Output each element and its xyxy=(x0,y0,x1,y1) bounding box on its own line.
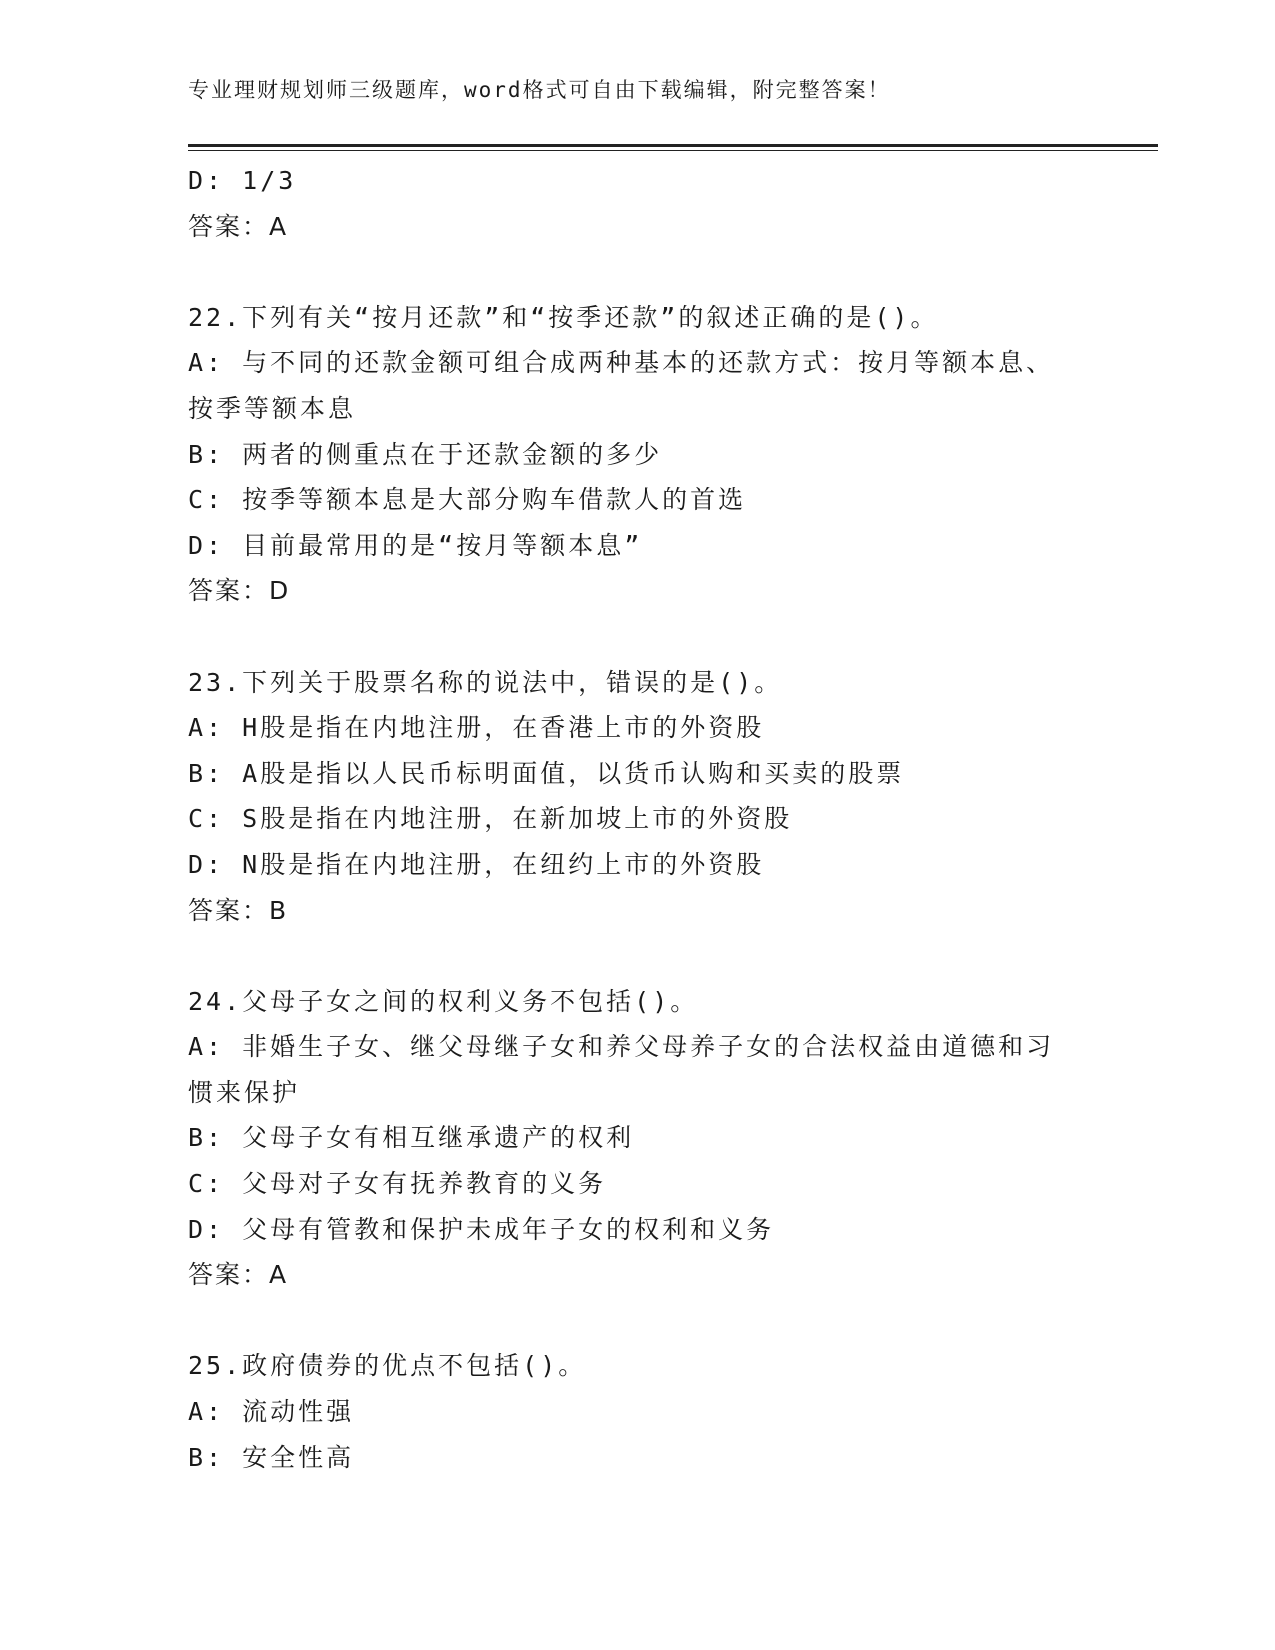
option-a: A: H股是指在内地注册，在香港上市的外资股 xyxy=(188,713,765,743)
option-a: A: 流动性强 xyxy=(188,1397,355,1427)
option-b: B: A股是指以人民币标明面值，以货币认购和买卖的股票 xyxy=(188,758,905,788)
spacer xyxy=(188,614,1088,660)
option-a: A: 与不同的还款金额可组合成两种基本的还款方式：按月等额本息、 xyxy=(188,348,1055,378)
spacer xyxy=(188,249,1088,295)
question-stem: 22.下列有关“按月还款”和“按季还款”的叙述正确的是()。 xyxy=(188,302,939,332)
question-25 xyxy=(188,1343,1088,1480)
page-header: 专业理财规划师三级题库，word格式可自由下载编辑，附完整答案！ xyxy=(188,78,891,102)
question-23 xyxy=(188,660,1088,934)
option-d: D: 父母有管教和保护未成年子女的权利和义务 xyxy=(188,1214,775,1244)
option-a: A: 非婚生子女、继父母继子女和养父母养子女的合法权益由道德和习 xyxy=(188,1032,1055,1062)
answer-line: 答案：D xyxy=(188,576,291,606)
option-d: D: N股是指在内地注册，在纽约上市的外资股 xyxy=(188,849,765,879)
option-c: C: 按季等额本息是大部分购车借款人的首选 xyxy=(188,485,747,515)
option-b: B: 父母子女有相互继承遗产的权利 xyxy=(188,1123,635,1153)
question-stem: 23.下列关于股票名称的说法中，错误的是()。 xyxy=(188,667,783,697)
option-c: C: S股是指在内地注册，在新加坡上市的外资股 xyxy=(188,804,793,834)
answer-line: 答案：A xyxy=(188,1260,289,1290)
option-d: D: 1/3 xyxy=(188,166,297,195)
question-content xyxy=(188,158,1088,1480)
option-b: B: 安全性高 xyxy=(188,1442,355,1472)
spacer xyxy=(188,1298,1088,1344)
option-b: B: 两者的侧重点在于还款金额的多少 xyxy=(188,439,663,469)
question-24 xyxy=(188,979,1088,1298)
question-stem: 24.父母子女之间的权利义务不包括()。 xyxy=(188,986,699,1016)
spacer xyxy=(188,933,1088,979)
question-22 xyxy=(188,295,1088,614)
option-c: C: 父母对子女有抚养教育的义务 xyxy=(188,1169,607,1199)
option-a-continued: 按季等额本息 xyxy=(188,393,357,423)
header-rule-thin xyxy=(188,150,1158,151)
option-a-continued: 惯来保护 xyxy=(188,1077,301,1107)
header-rule-thick xyxy=(188,144,1158,147)
question-stem: 25.政府债券的优点不包括()。 xyxy=(188,1351,587,1381)
option-d: D: 目前最常用的是“按月等额本息” xyxy=(188,530,643,560)
answer-line: 答案：A xyxy=(188,211,289,241)
answer-line: 答案：B xyxy=(188,895,289,925)
